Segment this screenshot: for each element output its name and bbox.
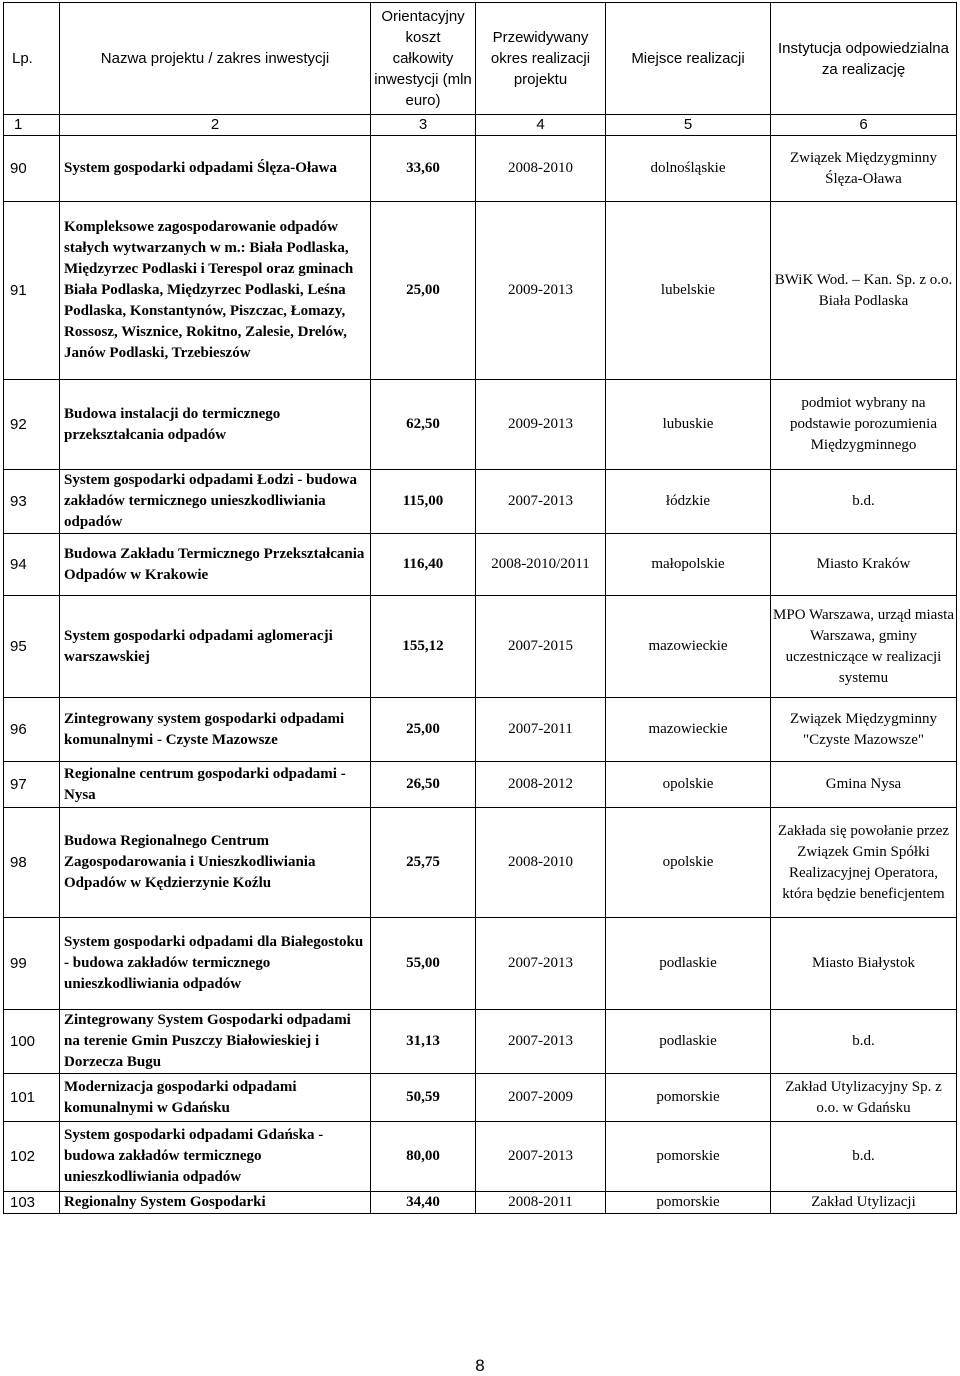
- header-period: Przewidywany okres realizacji projektu: [476, 3, 606, 115]
- project-period: 2009-2013: [476, 202, 606, 380]
- project-name: Kompleksowe zagospodarowanie odpadów stałych wytwarzanych w m.: Biała Podlaska, Międzyrzec Podlaski i Terespol oraz gminach Biała Podlaska, Międzyrzec Podlaski, Leśna Podlaska, Konstantynów, Piszczac, Łomazy, Rossosz, Wisznice, Rokitno, Zalesie, Drelów, Janów Podlaski, Trzebieszów: [60, 202, 371, 380]
- project-cost: 50,59: [371, 1074, 476, 1122]
- project-period: 2007-2013: [476, 1122, 606, 1192]
- project-cost: 25,00: [371, 202, 476, 380]
- project-place: dolnośląskie: [606, 136, 771, 202]
- project-period: 2007-2013: [476, 470, 606, 534]
- row-lp: 96: [4, 698, 60, 762]
- project-name: Budowa Zakładu Termicznego Przekształcania Odpadów w Krakowie: [60, 534, 371, 596]
- table-row: [4, 470, 957, 534]
- project-period: 2007-2013: [476, 918, 606, 1010]
- project-institution: BWiK Wod. – Kan. Sp. z o.o. Biała Podlaska: [771, 202, 957, 380]
- column-number: 6: [771, 115, 957, 136]
- table-row: [4, 762, 957, 808]
- project-cost: 25,00: [371, 698, 476, 762]
- project-place: pomorskie: [606, 1192, 771, 1214]
- table-row: [4, 1122, 957, 1192]
- project-period: 2008-2010/2011: [476, 534, 606, 596]
- column-number-row: [4, 115, 957, 136]
- project-place: mazowieckie: [606, 596, 771, 698]
- project-name: System gospodarki odpadami Łodzi - budowa zakładów termicznego unieszkodliwiania odpadów: [60, 470, 371, 534]
- project-place: lubelskie: [606, 202, 771, 380]
- row-lp: 90: [4, 136, 60, 202]
- row-lp: 98: [4, 808, 60, 918]
- project-place: łódzkie: [606, 470, 771, 534]
- project-name: Budowa instalacji do termicznego przekształcania odpadów: [60, 380, 371, 470]
- header-cost: Orientacyjny koszt całkowity inwestycji (mln euro): [371, 3, 476, 115]
- column-number: 2: [60, 115, 371, 136]
- project-period: 2008-2011: [476, 1192, 606, 1214]
- page-number: 8: [475, 1356, 485, 1375]
- table-row: [4, 918, 957, 1010]
- project-name: System gospodarki odpadami aglomeracji warszawskiej: [60, 596, 371, 698]
- investment-table: [3, 2, 957, 1214]
- project-cost: 115,00: [371, 470, 476, 534]
- header-place: Miejsce realizacji: [606, 3, 771, 115]
- project-period: 2008-2010: [476, 808, 606, 918]
- project-name: Zintegrowany System Gospodarki odpadami na terenie Gmin Puszczy Białowieskiej i Dorzecza Bugu: [60, 1010, 371, 1074]
- project-period: 2007-2011: [476, 698, 606, 762]
- project-institution: b.d.: [771, 1122, 957, 1192]
- project-institution: Związek Międzygminny Ślęza-Oława: [771, 136, 957, 202]
- table-row: [4, 136, 957, 202]
- row-lp: 100: [4, 1010, 60, 1074]
- project-cost: 26,50: [371, 762, 476, 808]
- project-institution: Gmina Nysa: [771, 762, 957, 808]
- header-project-name: Nazwa projektu / zakres inwestycji: [60, 3, 371, 115]
- project-place: pomorskie: [606, 1122, 771, 1192]
- project-cost: 62,50: [371, 380, 476, 470]
- project-place: pomorskie: [606, 1074, 771, 1122]
- project-period: 2008-2012: [476, 762, 606, 808]
- project-institution: Zakład Utylizacyjny Sp. z o.o. w Gdańsku: [771, 1074, 957, 1122]
- project-cost: 25,75: [371, 808, 476, 918]
- table-row: [4, 808, 957, 918]
- project-name: System gospodarki odpadami Ślęza-Oława: [60, 136, 371, 202]
- project-institution: Miasto Białystok: [771, 918, 957, 1010]
- project-place: mazowieckie: [606, 698, 771, 762]
- column-number: 5: [606, 115, 771, 136]
- project-institution: b.d.: [771, 470, 957, 534]
- row-lp: 103: [4, 1192, 60, 1214]
- row-lp: 92: [4, 380, 60, 470]
- project-institution: MPO Warszawa, urząd miasta Warszawa, gminy uczestniczące w realizacji systemu: [771, 596, 957, 698]
- table-row: [4, 1192, 957, 1214]
- table-row: [4, 1074, 957, 1122]
- project-institution: podmiot wybrany na podstawie porozumienia Międzygminnego: [771, 380, 957, 470]
- header-lp: Lp.: [4, 3, 60, 115]
- project-name: System gospodarki odpadami dla Białegostoku - budowa zakładów termicznego unieszkodliwiania odpadów: [60, 918, 371, 1010]
- project-place: podlaskie: [606, 1010, 771, 1074]
- row-lp: 99: [4, 918, 60, 1010]
- project-period: 2007-2015: [476, 596, 606, 698]
- project-cost: 55,00: [371, 918, 476, 1010]
- row-lp: 95: [4, 596, 60, 698]
- project-institution: Zakłada się powołanie przez Związek Gmin Spółki Realizacyjnej Operatora, która będzie beneficjentem: [771, 808, 957, 918]
- project-cost: 155,12: [371, 596, 476, 698]
- project-institution: Zakład Utylizacji: [771, 1192, 957, 1214]
- project-name: Regionalne centrum gospodarki odpadami - Nysa: [60, 762, 371, 808]
- project-cost: 33,60: [371, 136, 476, 202]
- table-row: [4, 380, 957, 470]
- row-lp: 102: [4, 1122, 60, 1192]
- project-institution: b.d.: [771, 1010, 957, 1074]
- project-name: Budowa Regionalnego Centrum Zagospodarowania i Unieszkodliwiania Odpadów w Kędzierzynie Koźlu: [60, 808, 371, 918]
- project-period: 2007-2009: [476, 1074, 606, 1122]
- project-name: Regionalny System Gospodarki: [60, 1192, 371, 1214]
- table-header-row: [4, 3, 957, 115]
- project-name: Zintegrowany system gospodarki odpadami komunalnymi - Czyste Mazowsze: [60, 698, 371, 762]
- column-number: 3: [371, 115, 476, 136]
- table-row: [4, 202, 957, 380]
- table-row: [4, 596, 957, 698]
- row-lp: 101: [4, 1074, 60, 1122]
- project-place: opolskie: [606, 808, 771, 918]
- project-place: podlaskie: [606, 918, 771, 1010]
- project-cost: 31,13: [371, 1010, 476, 1074]
- project-period: 2008-2010: [476, 136, 606, 202]
- table-row: [4, 1010, 957, 1074]
- project-name: System gospodarki odpadami Gdańska - budowa zakładów termicznego unieszkodliwiania odpadów: [60, 1122, 371, 1192]
- column-number: 1: [4, 115, 60, 136]
- project-cost: 80,00: [371, 1122, 476, 1192]
- project-period: 2009-2013: [476, 380, 606, 470]
- row-lp: 97: [4, 762, 60, 808]
- row-lp: 91: [4, 202, 60, 380]
- project-period: 2007-2013: [476, 1010, 606, 1074]
- row-lp: 94: [4, 534, 60, 596]
- project-cost: 116,40: [371, 534, 476, 596]
- project-place: lubuskie: [606, 380, 771, 470]
- project-name: Modernizacja gospodarki odpadami komunalnymi w Gdańsku: [60, 1074, 371, 1122]
- project-institution: Związek Międzygminny "Czyste Mazowsze": [771, 698, 957, 762]
- project-place: małopolskie: [606, 534, 771, 596]
- column-number: 4: [476, 115, 606, 136]
- project-institution: Miasto Kraków: [771, 534, 957, 596]
- header-institution: Instytucja odpowiedzialna za realizację: [771, 3, 957, 115]
- project-place: opolskie: [606, 762, 771, 808]
- table-row: [4, 534, 957, 596]
- project-cost: 34,40: [371, 1192, 476, 1214]
- table-row: [4, 698, 957, 762]
- row-lp: 93: [4, 470, 60, 534]
